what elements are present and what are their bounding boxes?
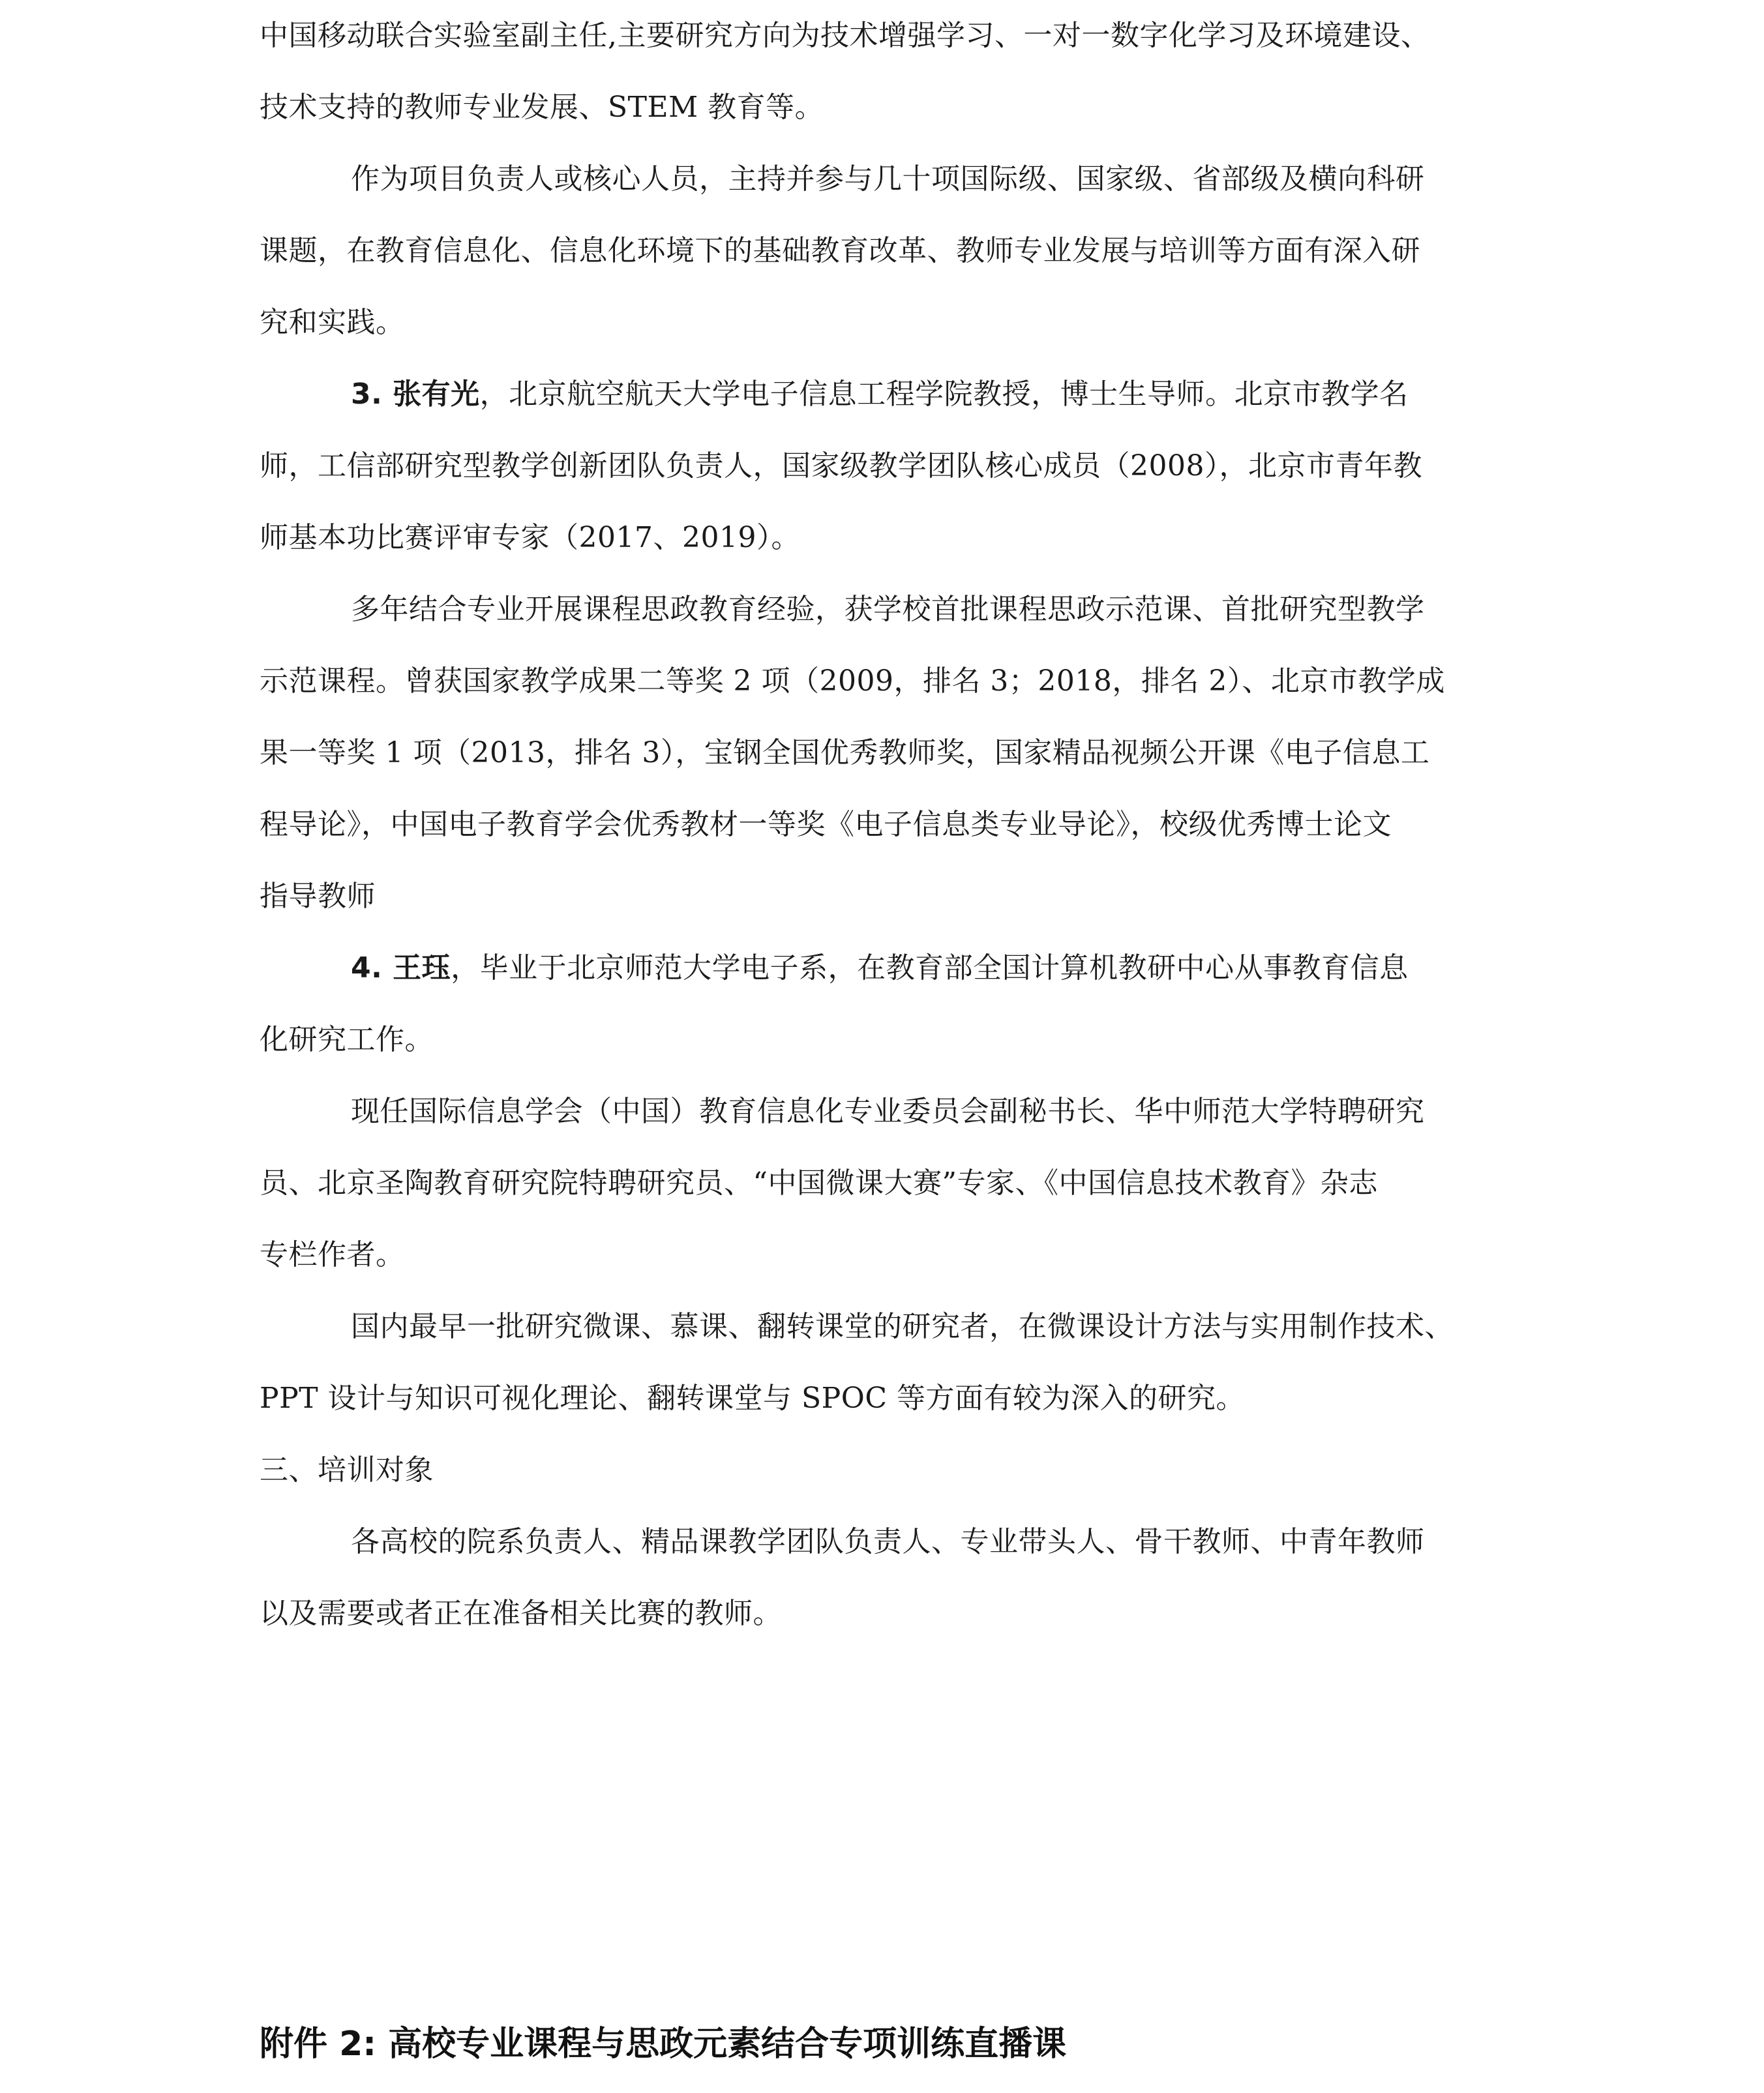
line-text: PPT 设计与知识可视化理论、翻转课堂与 SPOC 等方面有较为深入的研究。 bbox=[260, 1382, 1246, 1415]
text-line bbox=[260, 1363, 1505, 1434]
text-line bbox=[260, 359, 1505, 430]
line-text: 以及需要或者正在准备相关比赛的教师。 bbox=[260, 1597, 782, 1630]
line-text: 果一等奖 1 项（2013，排名 3），宝钢全国优秀教师奖，国家精品视频公开课《电子信息工 bbox=[260, 736, 1430, 769]
line-text: 师，工信部研究型教学创新团队负责人，国家级教学团队核心成员（2008），北京市青年教 bbox=[260, 449, 1422, 482]
line-text: ，毕业于北京师范大学电子系，在教育部全国计算机教研中心从事教育信息 bbox=[451, 951, 1409, 985]
text-line bbox=[260, 1291, 1505, 1363]
line-text: 现任国际信息学会（中国）教育信息化专业委员会副秘书长、华中师范大学特聘研究 bbox=[351, 1095, 1425, 1128]
line-text: 员、北京圣陶教育研究院特聘研究员、“中国微课大赛”专家、《中国信息技术教育》杂志 bbox=[260, 1166, 1378, 1200]
text-line bbox=[260, 1148, 1505, 1219]
line-text: 技术支持的教师专业发展、STEM 教育等。 bbox=[260, 91, 824, 124]
line-text: 指导教师 bbox=[260, 880, 376, 913]
line-text: 课题，在教育信息化、信息化环境下的基础教育改革、教师专业发展与培训等方面有深入研 bbox=[260, 234, 1420, 267]
text-line bbox=[260, 72, 1505, 143]
line-text: 作为项目负责人或核心人员，主持并参与几十项国际级、国家级、省部级及横向科研 bbox=[351, 162, 1425, 196]
line-text: 示范课程。曾获国家教学成果二等奖 2 项（2009，排名 3；2018，排名 2）、北京市教学成 bbox=[260, 664, 1445, 698]
text-line bbox=[260, 789, 1505, 861]
line-text: 程导论》，中国电子教育学会优秀教材一等奖《电子信息类专业导论》，校级优秀博士论文 bbox=[260, 808, 1392, 841]
person-name: 3. 张有光 bbox=[351, 378, 480, 411]
text-line bbox=[260, 646, 1505, 717]
text-line bbox=[260, 574, 1505, 646]
text-line bbox=[260, 0, 1505, 72]
text-line bbox=[260, 932, 1505, 1004]
line-text: 三、培训对象 bbox=[260, 1453, 434, 1487]
text-line bbox=[260, 430, 1505, 502]
attachment-heading: 附件 2: 高校专业课程与思政元素结合专项训练直播课 bbox=[260, 2025, 1067, 2064]
line-text: 究和实践。 bbox=[260, 306, 405, 339]
text-line bbox=[260, 1004, 1505, 1076]
line-text: 中国移动联合实验室副主任,主要研究方向为技术增强学习、一对一数字化学习及环境建设、 bbox=[260, 19, 1430, 52]
line-text: ，北京航空航天大学电子信息工程学院教授，博士生导师。北京市教学名 bbox=[479, 378, 1409, 411]
text-line bbox=[260, 287, 1505, 359]
line-text: 各高校的院系负责人、精品课教学团队负责人、专业带头人、骨干教师、中青年教师 bbox=[351, 1525, 1425, 1558]
line-text: 师基本功比赛评审专家（2017、2019）。 bbox=[260, 521, 800, 554]
line-text: 国内最早一批研究微课、慕课、翻转课堂的研究者，在微课设计方法与实用制作技术、 bbox=[351, 1310, 1454, 1343]
person-name: 4. 王珏 bbox=[351, 951, 451, 985]
line-text: 多年结合专业开展课程思政教育经验，获学校首批课程思政示范课、首批研究型教学 bbox=[351, 593, 1425, 626]
line-text: 化研究工作。 bbox=[260, 1023, 434, 1056]
text-line bbox=[260, 861, 1505, 932]
text-line bbox=[260, 1434, 1505, 1506]
document-body bbox=[260, 0, 1505, 1650]
text-line bbox=[260, 502, 1505, 574]
text-line bbox=[260, 143, 1505, 215]
text-line bbox=[260, 1219, 1505, 1291]
text-line bbox=[260, 1578, 1505, 1650]
text-line bbox=[260, 717, 1505, 789]
text-line bbox=[260, 215, 1505, 287]
text-line bbox=[260, 1506, 1505, 1578]
text-line bbox=[260, 1076, 1505, 1148]
line-text: 专栏作者。 bbox=[260, 1238, 405, 1271]
